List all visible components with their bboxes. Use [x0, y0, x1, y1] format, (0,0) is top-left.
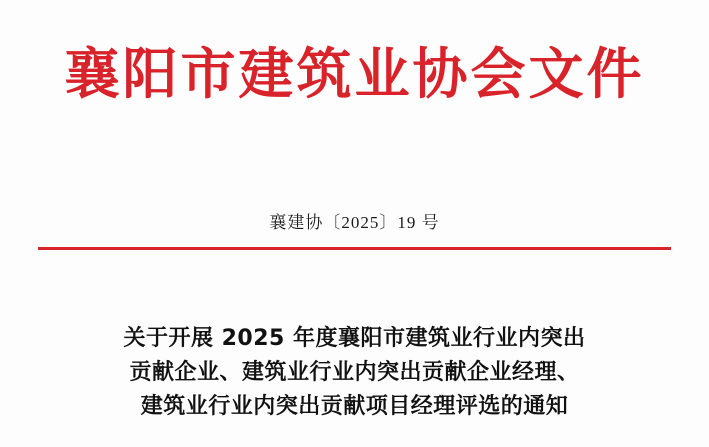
red-horizontal-rule	[38, 247, 671, 250]
document-title-block	[58, 322, 651, 424]
document-masthead-title: 襄阳市建筑业协会文件	[64, 41, 645, 106]
document-title-line: 关于开展 2025 年度襄阳市建筑业行业内突出	[123, 326, 586, 351]
document-title-line: 贡献企业、建筑业行业内突出贡献企业经理、	[129, 360, 580, 386]
document-number: 襄建协〔2025〕19 号	[269, 213, 440, 232]
document-title-line: 建筑业行业内突出贡献项目经理评选的通知	[140, 394, 569, 420]
